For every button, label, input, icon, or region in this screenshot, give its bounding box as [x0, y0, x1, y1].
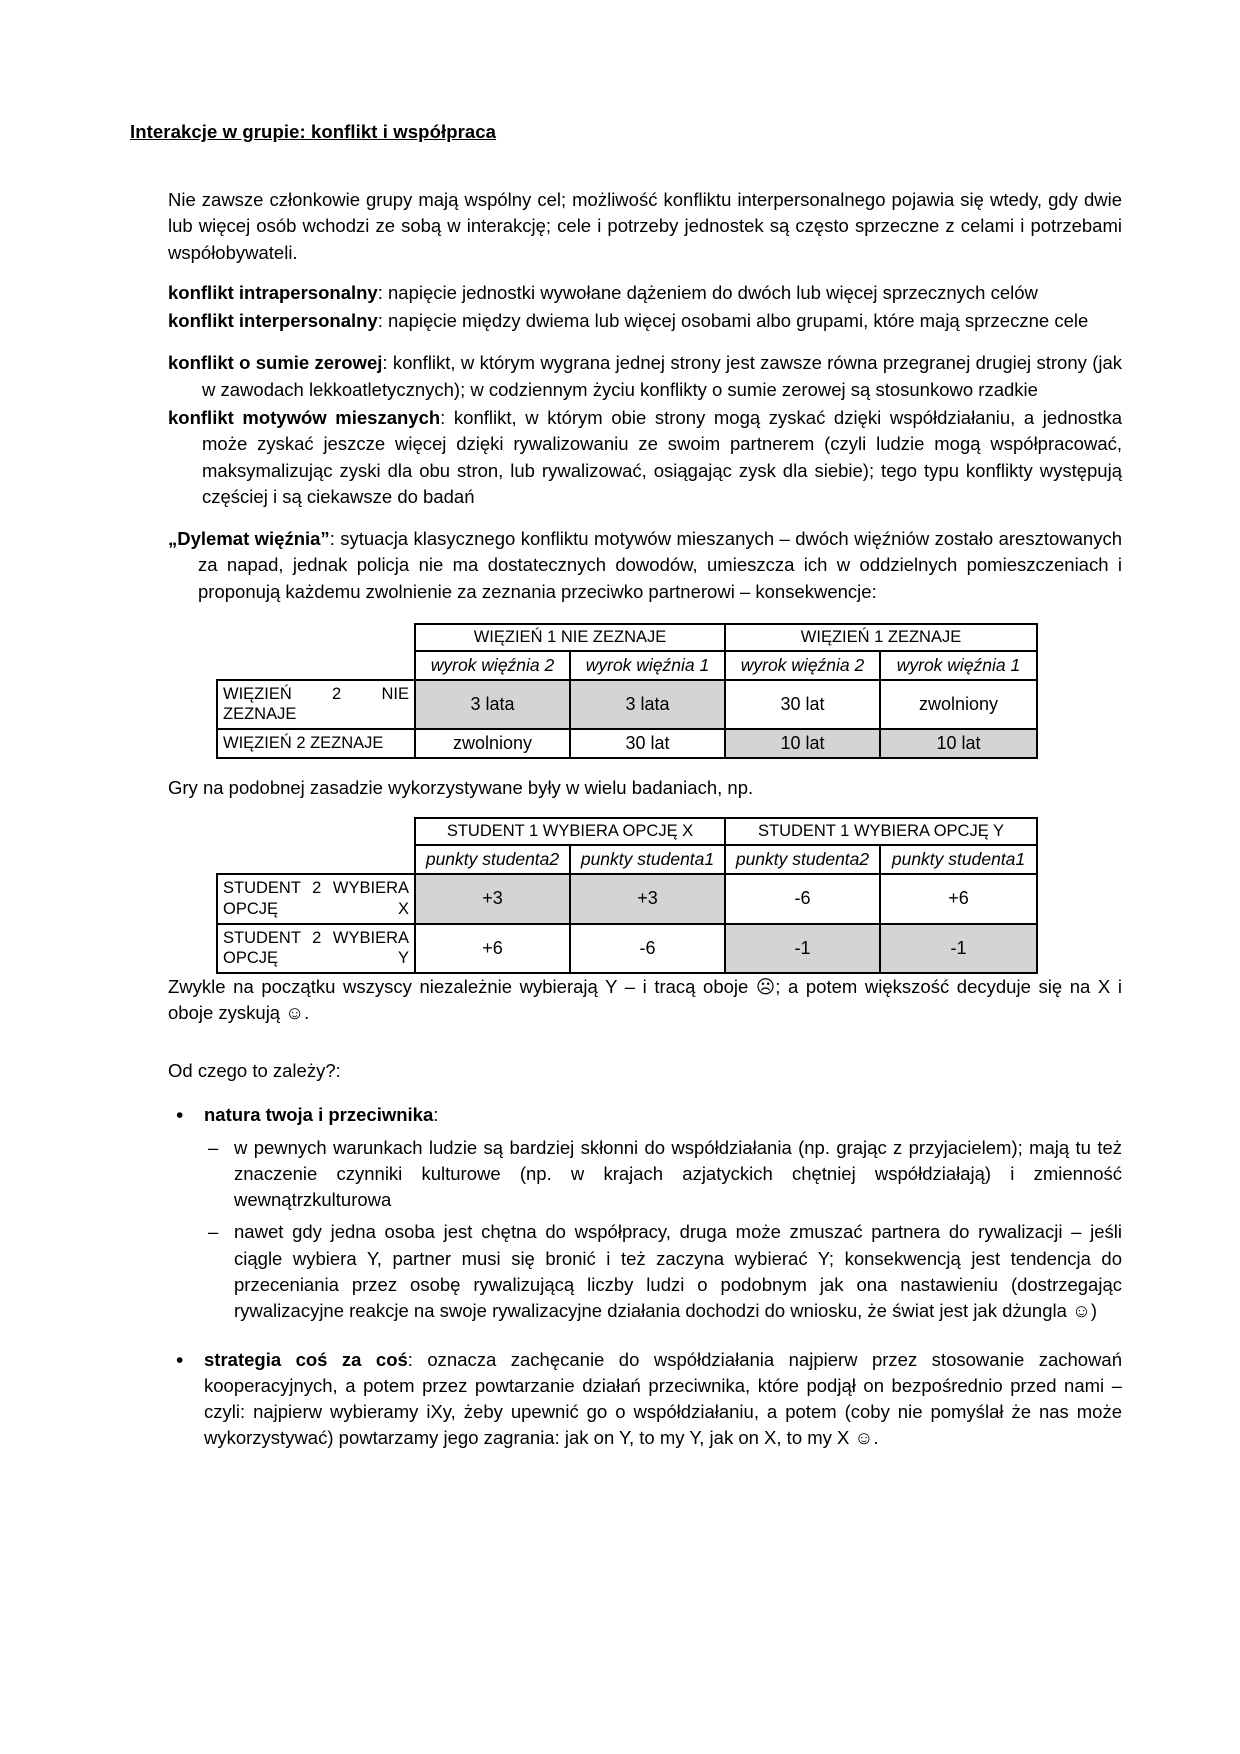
- top-header-p1-silent: WIĘZIEŃ 1 NIE ZEZNAJE: [415, 624, 725, 651]
- sub-header-2: wyrok więźnia 2: [725, 651, 880, 680]
- definition-intrapersonalny: [168, 280, 1122, 306]
- row-label-s2-y: STUDENT 2 WYBIERA OPCJĘ Y: [217, 924, 415, 973]
- table-row: [217, 874, 1037, 923]
- table-header-row-sub: [217, 845, 1037, 874]
- definition-term: konflikt interpersonalny: [168, 310, 378, 332]
- definition-interpersonalny: [168, 308, 1122, 334]
- table-header-row-top: [217, 818, 1037, 845]
- table-header-row-top: [217, 624, 1037, 651]
- definition-body: : konflikt, w którym obie strony mogą zyskać dzięki współdziałaniu, a jednostka może zyskać jeszcze więcej dzięki rywalizowaniu ze swoim partnerem (czyli ludzie mogą współpracować, maksymalizując zyski dla obu stron, lub rywalizować, osiągając zysk dla siebie); tego typu konflikty występują częściej i są ciekawsze do badań: [202, 406, 1122, 507]
- table-row: [217, 729, 1037, 758]
- cell-r1c3: -1: [880, 924, 1037, 973]
- top-header-s1-y: STUDENT 1 WYBIERA OPCJĘ Y: [725, 818, 1037, 845]
- cell-r0c1: +3: [570, 874, 725, 923]
- definition-term: konflikt intrapersonalny: [168, 281, 378, 303]
- cell-r0c2: -6: [725, 874, 880, 923]
- cell-r1c1: 30 lat: [570, 729, 725, 758]
- sub-header-3: wyrok więźnia 1: [880, 651, 1037, 680]
- cell-r0c1: 3 lata: [570, 680, 725, 729]
- dilemma-body: : sytuacja klasycznego konfliktu motywów mieszanych – dwóch więźniów zostało aresztowanych za napad, jednak policja nie ma dostatecznych dowodów, umieszcza ich w oddzielnych pomieszczeniach i proponują każdemu zwolnienie za zeznania przeciwko partnerowi – konsekwencje:: [198, 528, 1122, 602]
- cell-r1c0: +6: [415, 924, 570, 973]
- top-header-p1-confess: WIĘZIEŃ 1 ZEZNAJE: [725, 624, 1037, 651]
- dilemma-term: „Dylemat więźnia”: [168, 528, 330, 550]
- definition-motywy-mieszane: [168, 405, 1122, 510]
- list-item: – w pewnych warunkach ludzie są bardziej skłonni do współdziałania (np. grając z przyjacielem); mają tu też znaczenie czynniki kulturowe (np. w krajach azjatyckich chętniej współdziałają) i zmienność wewnątrzkulturowa: [204, 1135, 1122, 1214]
- definition-suma-zerowa: [168, 350, 1122, 403]
- sub-header-1: punkty studenta1: [570, 845, 725, 874]
- sub-header-0: punkty studenta2: [415, 845, 570, 874]
- factor-term-suffix: : oznacza zachęcanie do współdziałania najpierw przez stosowanie zachowań kooperacyjnych, a potem przez powtarzanie działań przeciwnika, które podjął on bezpośrednio przed nami – czyli: najpierw wybieramy iXy, żeby upewnić go o współdziałaniu, a potem (coby nie pomyślał że nas może wykorzystywać) powtarzamy jego zagrania: jak on Y, to my Y, jak on X, to my X ☺.: [204, 1348, 1122, 1449]
- table-header-row-sub: [217, 651, 1037, 680]
- row-label-p2-confess: WIĘZIEŃ 2 ZEZNAJE: [217, 729, 415, 758]
- list-item: [168, 1102, 1122, 1324]
- intro-paragraph: Nie zawsze członkowie grupy mają wspólny cel; możliwość konfliktu interpersonalnego pojawia się wtedy, gdy dwie lub więcej osób wchodzi ze sobą w interakcję; cele i potrzeby jednostek są często sprzeczne z celami i potrzebami współobywateli.: [168, 189, 1122, 263]
- list-item: – nawet gdy jedna osoba jest chętna do współpracy, druga może zmuszać partnera do rywalizacji – jeśli ciągle wybiera Y, partner musi się bronić i też zaczyna wybierać Y; konsekwencją jest tendencja do przeceniania przez osobę rywalizującą liczby ludzi o podobnym jak ona nastawieniu (dostrzegając rywalizacyjne reakcje na swoje rywalizacyjne działania dochodzi do wniosku, że świat jest jak dżungla ☺): [204, 1219, 1122, 1324]
- factor-term: strategia coś za coś: [204, 1348, 408, 1370]
- list-item: [168, 1347, 1122, 1452]
- top-header-s1-x: STUDENT 1 WYBIERA OPCJĘ X: [415, 818, 725, 845]
- sub-header-3: punkty studenta1: [880, 845, 1037, 874]
- definition-term: konflikt motywów mieszanych: [168, 406, 441, 428]
- cell-r0c2: 30 lat: [725, 680, 880, 729]
- corner-cell: [217, 651, 415, 680]
- table-row: [217, 924, 1037, 973]
- cell-r1c2: -1: [725, 924, 880, 973]
- cell-r0c3: +6: [880, 874, 1037, 923]
- corner-cell: [217, 818, 415, 845]
- factor-term: natura twoja i przeciwnika: [204, 1104, 434, 1126]
- cell-r1c0: zwolniony: [415, 729, 570, 758]
- factor-term-suffix: :: [433, 1104, 439, 1126]
- after-tables-paragraph: Zwykle na początku wszyscy niezależnie wybierają Y – i tracą oboje ☹; a potem większość decyduje się na X i oboje zyskują ☺.: [168, 975, 1122, 1024]
- cell-r0c0: 3 lata: [415, 680, 570, 729]
- factors-list: [168, 1102, 1122, 1451]
- corner-cell: [217, 624, 415, 651]
- sub-header-2: punkty studenta2: [725, 845, 880, 874]
- definition-body: : napięcie jednostki wywołane dążeniem do dwóch lub więcej sprzecznych celów: [377, 281, 1038, 303]
- student-game-table: [216, 817, 1038, 974]
- definition-body: : konflikt, w którym wygrana jednej strony jest zawsze równa przegranej drugiej strony (jak w zawodach lekkoatletycznych); w codziennym życiu konflikty o sumie zerowej są stosunkowo rzadkie: [202, 352, 1123, 400]
- dilemma-paragraph: [168, 526, 1122, 605]
- cell-r0c0: +3: [415, 874, 570, 923]
- cell-r1c1: -6: [570, 924, 725, 973]
- sub-header-1: wyrok więźnia 1: [570, 651, 725, 680]
- cell-r0c3: zwolniony: [880, 680, 1037, 729]
- table-row: [217, 680, 1037, 729]
- corner-cell: [217, 845, 415, 874]
- prisoner-dilemma-table: [216, 623, 1038, 759]
- definition-term: konflikt o sumie zerowej: [168, 352, 383, 374]
- games-lead-paragraph: Gry na podobnej zasadzie wykorzystywane były w wielu badaniach, np.: [168, 777, 754, 799]
- factor-subitems: [204, 1135, 1122, 1325]
- cell-r1c2: 10 lat: [725, 729, 880, 758]
- document-body: [168, 187, 1122, 1451]
- question-heading: Od czego to zależy?:: [168, 1060, 341, 1082]
- definition-body: : napięcie między dwiema lub więcej osobami albo grupami, które mają sprzeczne cele: [377, 310, 1089, 332]
- page-title: Interakcje w grupie: konflikt i współpraca: [130, 121, 497, 142]
- cell-r1c3: 10 lat: [880, 729, 1037, 758]
- row-label-p2-silent: WIĘZIEŃ 2 NIE ZEZNAJE: [217, 680, 415, 729]
- row-label-s2-x: STUDENT 2 WYBIERA OPCJĘ X: [217, 874, 415, 923]
- sub-header-0: wyrok więźnia 2: [415, 651, 570, 680]
